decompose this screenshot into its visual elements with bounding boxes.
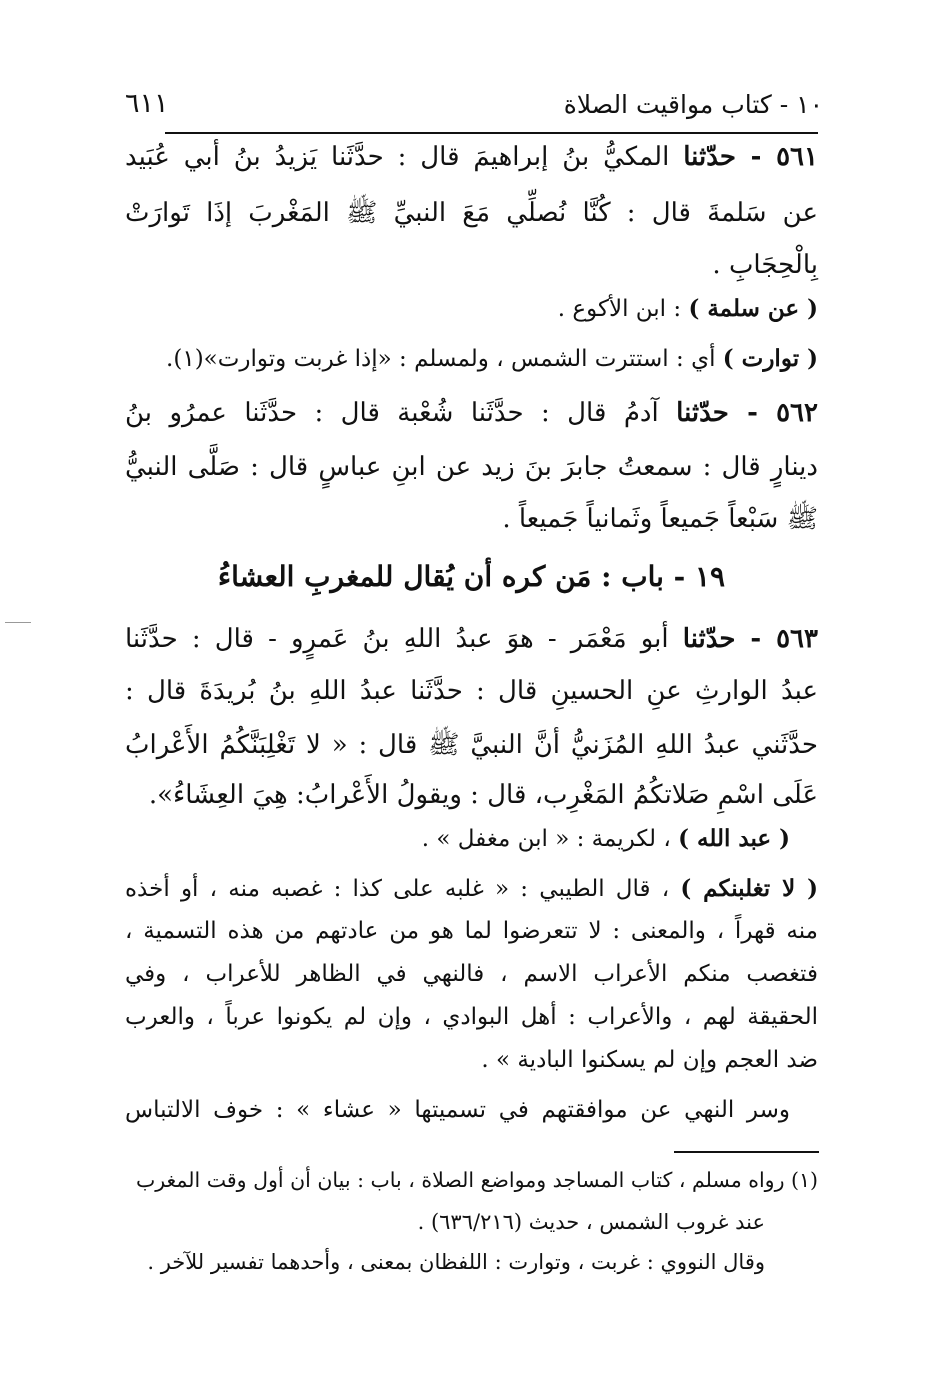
note-line: ( توارت ) أي : استترت الشمس ، ولمسلم : «إذا غربت وتوارت»(١). [166,345,818,372]
hadith-562-line-2: دينارٍ قال : سمعتُ جابرَ بنَ زيد عن ابنِ عباسٍ قال : صَلَّى النبيُّ [125,452,818,482]
hadith-561-line-3: بِالْحِجَابِ . [712,250,818,280]
chapter-title: ١٠ - كتاب مواقيت الصلاة [563,90,823,119]
hadith-562-line-3: ﷺ سَبْعاً جَميعاً وثَمانياً جَميعاً . [502,504,818,534]
note-line: ( عن سلمة ) : ابن الأكوع . [557,295,818,322]
hadith-563-line-3: حدَّثَني عبدُ اللهِ المُزَنيُّ أنَّ النبيَّ ﷺ قال : « لا تَغْلِبَنَّكُمُ الأَعْرابُ [125,730,818,760]
footnote-1-line-1: (١) رواه مسلم ، كتاب المساجد ومواضع الصلاة ، باب : بيان أن أول وقت المغرب [135,1168,818,1192]
page-header [125,88,823,128]
margin-mark [5,622,31,623]
footnote-1-line-2: عند غروب الشمس ، حديث (٦٣٦/٢١٦) . [417,1210,765,1234]
hadith-561-line-1: ٥٦١ - حدّثنا المكيُّ بنُ إبراهيمَ قال : حدَّثَنا يَزيدُ بنُ أبي عُبَيد [125,142,818,172]
hadith-562-line-1: ٥٦٢ - حدّثنا آدمُ قال : حدَّثَنا شُعْبة قال : حدَّثَنا عمرُو بنُ [125,398,818,428]
hadith-number: ٥٦١ - حدّثنا [683,142,818,172]
hadith-563-line-4: عَلَى اسْمِ صَلاتكُمُ المَغْرِب، قال : ويقولُ الأَعْرابُ: هِيَ العِشَاءُ». [148,780,818,810]
page-number: ٦١١ [125,88,169,119]
hadith-number: ٥٦٢ - حدّثنا [676,398,818,428]
header-rule [165,132,818,134]
hadith-563-line-2: عبدُ الوارثِ عنِ الحسينِ قال : حدَّثَنا عبدُ اللهِ بنُ بُريدَةَ قال : [125,676,818,706]
commentary-line-6: وسر النهي عن موافقتهم في تسميتها « عشاء » : خوف الالتباس [125,1097,790,1123]
commentary-line-3: فتغصب منكم الأعراب الاسم ، فالنهي في الظاهر للأعراب ، وفي [125,961,818,987]
footnote-rule [674,1151,819,1153]
bab-heading: ١٩ - باب : مَن كره أن يُقال للمغربِ العشاءُ [217,560,726,593]
hadith-number: ٥٦٣ - حدّثنا [682,624,818,654]
footnote-1-line-3: وقال النووي : غربت ، وتوارت : اللفظان بمعنى ، وأحدهما تفسير للآخر . [147,1250,765,1274]
commentary-line-1: ( لا تغلبنكم ) ، قال الطيبي : « غلبه على كذا : غصبه منه ، أو أخذه [125,875,819,902]
hadith-561-line-2: عن سَلمةَ قال : كُنَّا نُصلِّي مَعَ النبيِّ ﷺ المَغْربَ إذَا تَوارَتْ [125,198,818,228]
commentary-line-2: منه قهراً ، والمعنى : لا تتعرضوا لما هو من عادتهم من هذه التسمية ، [125,918,818,944]
commentary-line-4: الحقيقة لهم ، والأعراب : أهل البوادي ، وإن لم يكونوا عرباً ، والعرب [125,1004,818,1030]
commentary-line-5: ضد العجم وإن لم يسكنوا البادية » . [481,1047,818,1073]
hadith-563-line-1: ٥٦٣ - حدّثنا أبو مَعْمَر - هوَ عبدُ اللهِ بنُ عَمرٍو - قال : حدَّثَنا [125,624,818,654]
note-line: ( عبد الله ) ، لكريمة : « ابن مغفل » . [421,825,790,852]
